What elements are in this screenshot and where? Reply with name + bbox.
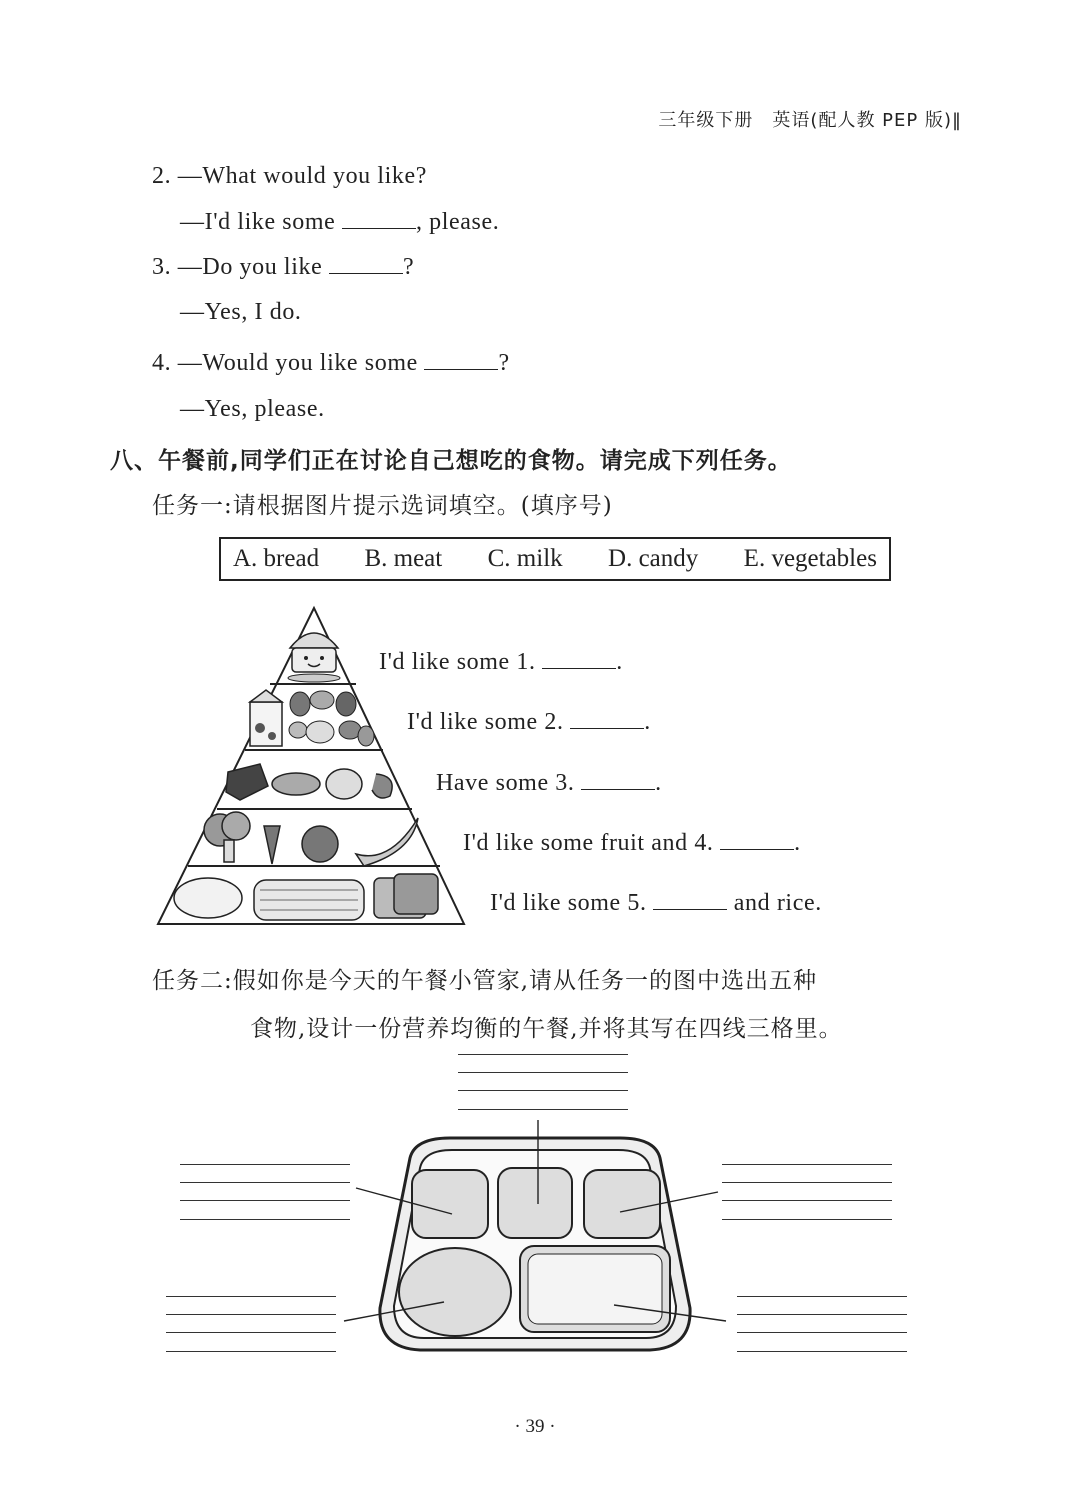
- option-a: A. bread: [233, 545, 320, 572]
- page-header: 三年级下册 英语(配人教 PEP 版)‖: [658, 110, 962, 131]
- sentence-1-text: I'd like some 1.: [379, 649, 536, 675]
- question-3-post: ?: [402, 254, 415, 280]
- answer-2-post: , please.: [415, 209, 500, 235]
- question-4-pre: 4. —Would you like some: [152, 350, 418, 376]
- sentence-4-text: I'd like some fruit and 4.: [463, 830, 714, 856]
- task2-line2: 食物,设计一份营养均衡的午餐,并将其写在四线三格里。: [250, 1016, 843, 1042]
- question-4-post: ?: [498, 350, 510, 376]
- answer-4: —Yes, please.: [180, 396, 325, 422]
- option-d: D. candy: [608, 545, 699, 572]
- sentence-4-end: .: [794, 830, 801, 856]
- page-number: · 39 ·: [514, 1416, 556, 1437]
- option-e: E. vegetables: [743, 545, 877, 572]
- sentence-3-text: Have some 3.: [436, 770, 575, 796]
- sentence-2-end: .: [644, 709, 651, 735]
- sentence-2-text: I'd like some 2.: [407, 709, 564, 735]
- answer-2-pre: —I'd like some: [180, 209, 336, 235]
- sentence-1-end: .: [616, 649, 623, 675]
- sentence-5-end: and rice.: [727, 890, 822, 916]
- option-c: C. milk: [487, 545, 563, 572]
- question-2: 2. —What would you like?: [152, 163, 428, 189]
- sentence-3-end: .: [655, 770, 662, 796]
- question-3-pre: 3. —Do you like: [152, 254, 323, 280]
- option-b: B. meat: [364, 545, 443, 572]
- answer-3: —Yes, I do.: [180, 299, 302, 325]
- task2-line1: 任务二:假如你是今天的午餐小管家,请从任务一的图中选出五种: [152, 968, 818, 994]
- section-title: 八、午餐前,同学们正在讨论自己想吃的食物。请完成下列任务。: [110, 448, 792, 474]
- task1-title: 任务一:请根据图片提示选词填空。(填序号): [152, 493, 613, 519]
- sentence-5-text: I'd like some 5.: [490, 890, 647, 916]
